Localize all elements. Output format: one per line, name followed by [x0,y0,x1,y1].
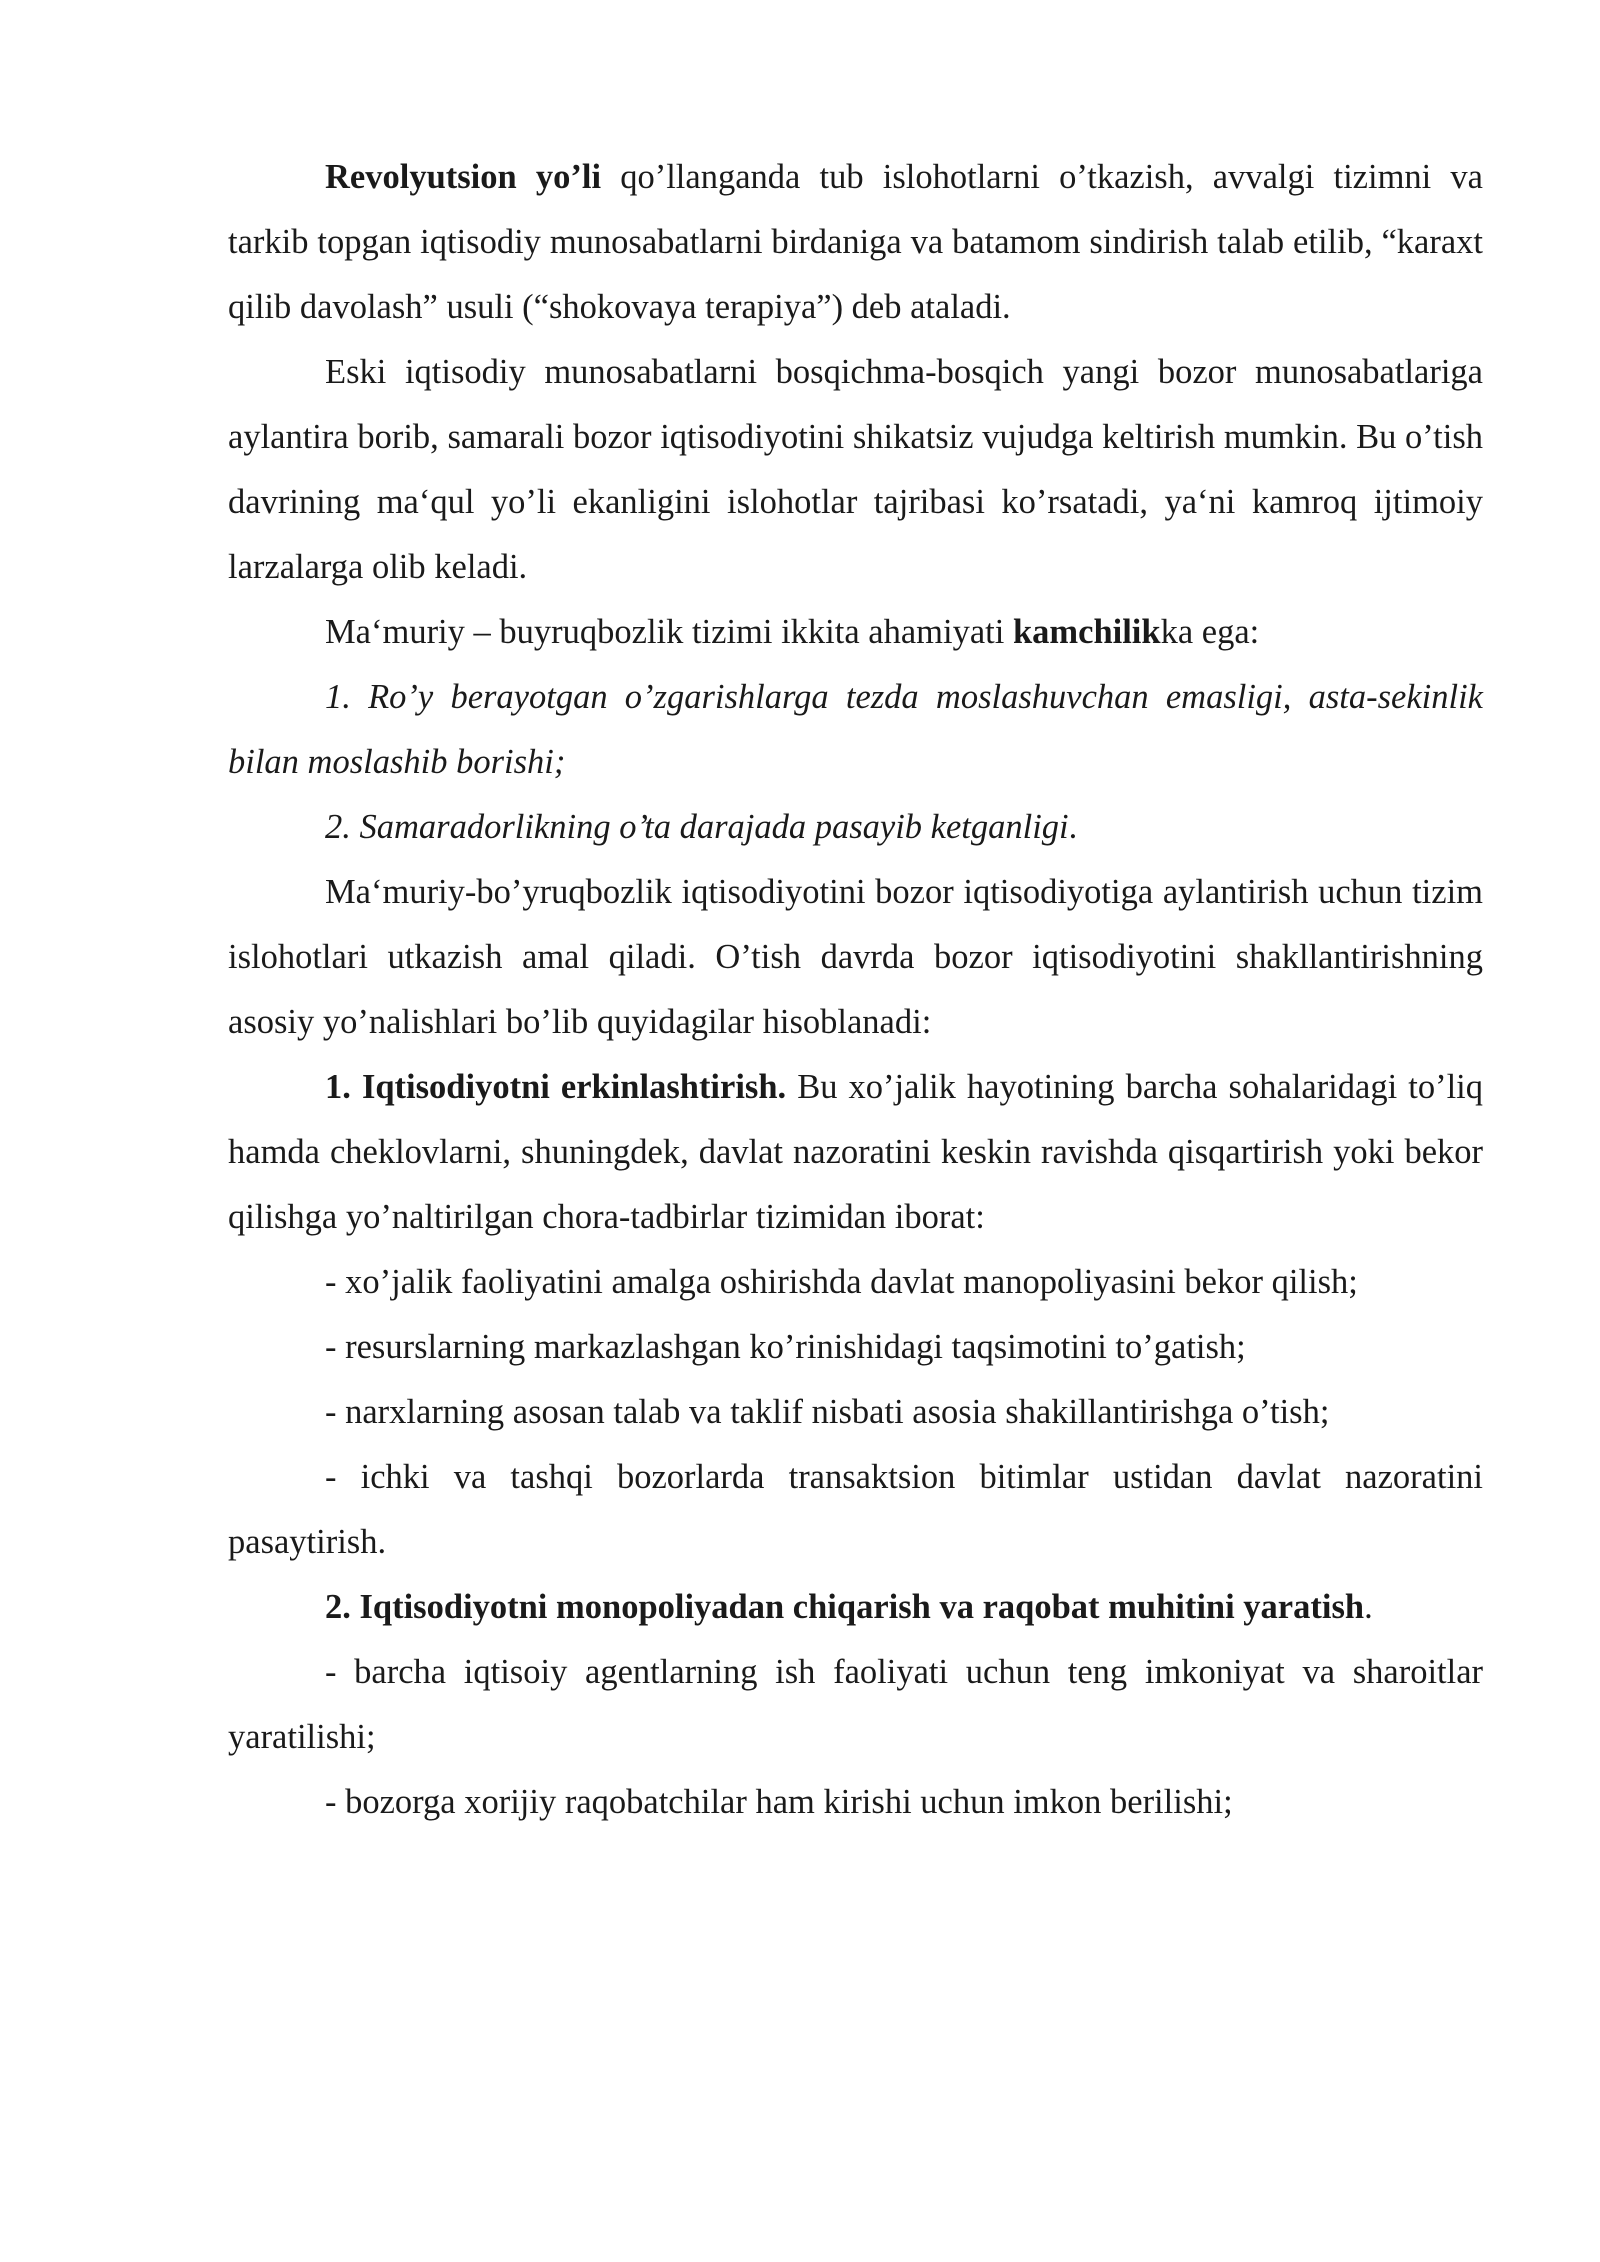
paragraph-text: qo’llanganda tub islohotlarni o’tkazish, avvalgi tizimni va tarkib topgan iqtisodiy munosabatlarni birdaniga va batamom sindirish talab etilib, “karaxt qilib davolash” usuli (“shokovaya terapiya”) deb ataladi. [228,158,1483,326]
paragraph-text: Ma‘muriy – buyruqbozlik tizimi ikkita ahamiyati [325,613,1013,651]
paragraph-shortcomings-intro [228,600,1483,665]
paragraph-transition-directions: Ma‘muriy-bo’yruqbozlik iqtisodiyotini bozor iqtisodiyotiga aylantirish uchun tizim islohotlari utkazish amal qiladi. O’tish davrda bozor iqtisodiyotini shakllantirishning asosiy yo’nalishlari bo’lib quyidagilar hisoblanadi: [228,873,1483,1041]
period: . [1364,1588,1373,1626]
paragraph-text: Bu xo’jalik hayotining barcha sohalaridagi to’liq hamda cheklovlarni, shuningdek, davlat nazoratini keskin ravishda qisqartirish yoki bekor qilishga yo’naltirilgan chora-tadbirlar tizimidan iborat: [228,1068,1483,1236]
list-item: - bozorga xorijiy raqobatchilar ham kirishi uchun imkon berilishi; [325,1783,1233,1821]
section-liberalization [228,1055,1483,1250]
section-heading: 1. Iqtisodiyotni erkinlashtirish. [325,1068,787,1106]
section-heading: 2. Iqtisodiyotni monopoliyadan chiqarish va raqobat muhitini yaratish [325,1588,1365,1626]
shortcoming-text: 2. Samaradorlikning o’ta darajada pasayib ketganligi [325,808,1069,846]
term-revolutionary-path: Revolyutsion yo’li [325,158,602,196]
paragraph-gradual-path: Eski iqtisodiy munosabatlarni bosqichma-bosqich yangi bozor munosabatlariga aylantira borib, samarali bozor iqtisodiyotini shikatsiz vujudga keltirish mumkin. Bu o’tish davrining ma‘qul yo’li ekanligini islohotlar tajribasi ko’rsatadi, ya‘ni kamroq ijtimoiy larzalarga olib keladi. [228,353,1483,586]
period: . [1068,808,1078,846]
shortcoming-text: 1. Ro’y berayotgan o’zgarishlarga tezda moslashuvchan emasligi, asta-sekinlik bilan moslashib borishi; [228,678,1483,781]
section-demonopolization [228,1575,1483,1640]
shortcoming-item-1 [228,665,1483,795]
list-item: - ichki va tashqi bozorlarda transaktsion bitimlar ustidan davlat nazoratini pasaytirish. [228,1458,1483,1561]
list-item: - barcha iqtisoiy agentlarning ish faoliyati uchun teng imkoniyat va sharoitlar yaratilishi; [228,1653,1483,1756]
list-item: - resurslarning markazlashgan ko’rinishidagi taqsimotini to’gatish; [325,1328,1246,1366]
paragraph-revolutionary-path [228,145,1483,340]
paragraph-text: ka ega: [1160,613,1260,651]
shortcoming-item-2 [228,795,1483,860]
list-item: - xo’jalik faoliyatini amalga oshirishda davlat manopoliyasini bekor qilish; [325,1263,1358,1301]
term-shortcoming: kamchilik [1012,613,1161,651]
document-page [228,145,1483,1835]
list-item: - narxlarning asosan talab va taklif nisbati asosia shakillantirishga o’tish; [325,1393,1330,1431]
